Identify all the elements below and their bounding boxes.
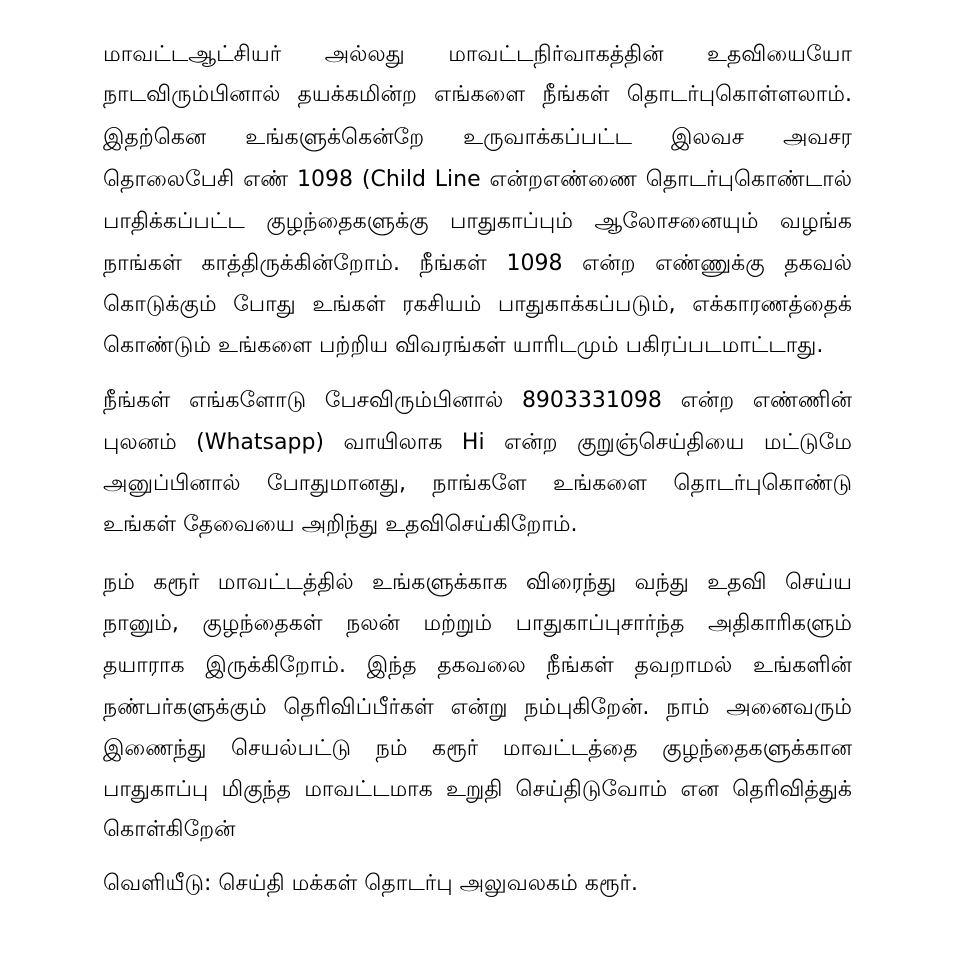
paragraph-2-line-2: புலனம் (Whatsapp) வாயிலாக Hi என்ற குறுஞ்செய்தியை மட்டுமே (103, 430, 852, 455)
paragraph-3-line-1: நம் கரூர் மாவட்டத்தில் உங்களுக்காக விரைந்து வந்து உதவி செய்ய (103, 570, 852, 595)
paragraph-1-line-6: நாங்கள் காத்திருக்கின்றோம். நீங்கள் 1098 என்ற எண்ணுக்கு தகவல் (103, 251, 852, 276)
paragraph-3-line-7: கொள்கிறேன் (103, 817, 236, 842)
paragraph-3-line-2: நானும், குழந்தைகள் நலன் மற்றும் பாதுகாப்புசார்ந்த அதிகாரிகளும் (103, 611, 852, 636)
paragraph-2-line-4: உங்கள் தேவையை அறிந்து உதவிசெய்கிறோம். (103, 512, 578, 537)
paragraph-1-line-8: கொண்டும் உங்களை பற்றிய விவரங்கள் யாரிடமும் பகிரப்படமாட்டாது. (103, 333, 824, 358)
paragraph-2-line-3: அனுப்பினால் போதுமானது, நாங்களே உங்களை தொடர்புகொண்டு (103, 471, 852, 496)
paragraph-1-line-2: நாடவிரும்பினால் தயக்கமின்ற எங்களை நீங்கள் தொடர்புகொள்ளலாம். (103, 82, 852, 107)
paragraph-1-line-5: பாதிக்கப்பட்ட குழந்தைகளுக்கு பாதுகாப்பும் ஆலோசனையும் வழங்க (103, 209, 852, 234)
paragraph-1-line-1: மாவட்டஆட்சியர் அல்லது மாவட்டநிர்வாகத்தின் உதவியையோ (103, 42, 852, 67)
paragraph-1-line-3: இதற்கென உங்களுக்கென்றே உருவாக்கப்பட்ட இலவச அவசர (103, 125, 852, 150)
paragraph-1-line-7: கொடுக்கும் போது உங்கள் ரகசியம் பாதுகாக்கப்படும், எக்காரணத்தைக் (103, 292, 852, 317)
paragraph-3-line-3: தயாராக இருக்கிறோம். இந்த தகவலை நீங்கள் தவறாமல் உங்களின் (103, 653, 852, 678)
paragraph-2-line-1: நீங்கள் எங்களோடு பேசவிரும்பினால் 8903331098 என்ற எண்ணின் (103, 388, 852, 413)
paragraph-3-line-6: பாதுகாப்பு மிகுந்த மாவட்டமாக உறுதி செய்திடுவோம் என தெரிவித்துக் (103, 777, 852, 802)
paragraph-3-line-5: இணைந்து செயல்பட்டு நம் கரூர் மாவட்டத்தை குழந்தைகளுக்கான (103, 736, 852, 761)
paragraph-3-line-4: நண்பர்களுக்கும் தெரிவிப்பீர்கள் என்று நம்புகிறேன். நாம் அனைவரும் (103, 695, 852, 720)
paragraph-1-line-4: தொலைபேசி எண் 1098 (Child Line என்றஎண்ணை தொடர்புகொண்டால் (103, 167, 852, 192)
release-source-line: வெளியீடு: செய்தி மக்கள் தொடர்பு அலுவலகம் கரூர். (103, 871, 638, 896)
